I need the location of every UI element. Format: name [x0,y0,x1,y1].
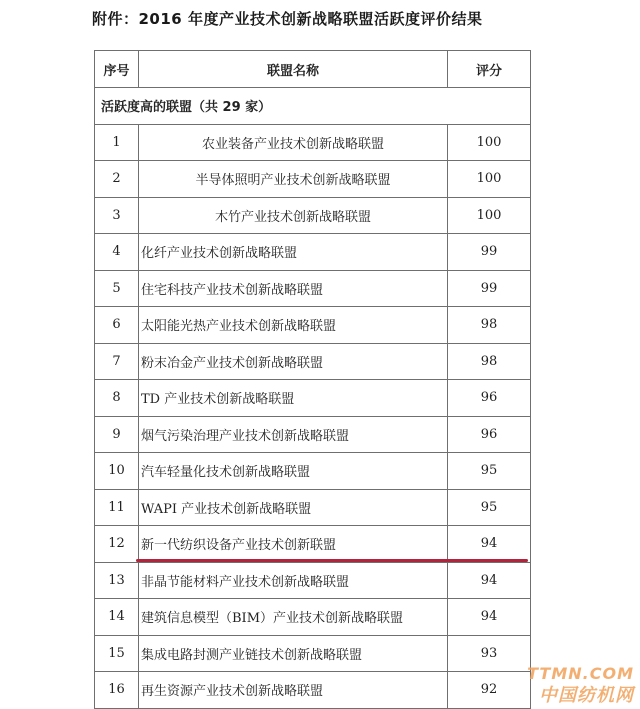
row-index: 5 [95,270,139,307]
section-label: 活跃度高的联盟（共 29 家） [95,88,531,125]
row-index: 7 [95,343,139,380]
highlight-underline [136,559,528,562]
row-name: 半导体照明产业技术创新战略联盟 [139,161,448,198]
row-name: 非晶节能材料产业技术创新战略联盟 [139,562,448,599]
row-name: 住宅科技产业技术创新战略联盟 [139,270,448,307]
row-name: 太阳能光热产业技术创新战略联盟 [139,307,448,344]
row-index: 6 [95,307,139,344]
site-watermark [527,664,634,707]
row-score: 94 [448,562,531,599]
row-index: 10 [95,453,139,490]
row-score: 100 [448,197,531,234]
row-score: 100 [448,124,531,161]
table-row [95,234,531,271]
row-name: 再生资源产业技术创新战略联盟 [139,672,448,709]
row-name: 烟气污染治理产业技术创新战略联盟 [139,416,448,453]
row-name: 木竹产业技术创新战略联盟 [139,197,448,234]
row-index: 3 [95,197,139,234]
row-score: 100 [448,161,531,198]
row-index: 9 [95,416,139,453]
table-row [95,562,531,599]
table-row [95,343,531,380]
page-title: 附件：2016 年度产业技术创新战略联盟活跃度评价结果 [92,10,483,28]
row-score: 94 [448,599,531,636]
row-score: 92 [448,672,531,709]
row-index: 16 [95,672,139,709]
row-score: 96 [448,416,531,453]
row-name: 集成电路封测产业链技术创新战略联盟 [139,635,448,672]
row-score: 95 [448,453,531,490]
section-row [95,88,531,125]
header-name: 联盟名称 [139,51,448,88]
table-row [95,599,531,636]
row-name: WAPI 产业技术创新战略联盟 [139,489,448,526]
table-row [95,489,531,526]
row-index: 14 [95,599,139,636]
table-row [95,416,531,453]
row-index: 11 [95,489,139,526]
row-index: 2 [95,161,139,198]
row-score: 99 [448,270,531,307]
table-row [95,380,531,417]
row-name: 新一代纺织设备产业技术创新联盟 [139,526,448,563]
row-index: 4 [95,234,139,271]
row-score: 95 [448,489,531,526]
table-row [95,161,531,198]
row-index: 1 [95,124,139,161]
table-row [95,672,531,709]
row-name: 汽车轻量化技术创新战略联盟 [139,453,448,490]
table-row [95,124,531,161]
table-row [95,453,531,490]
results-table [94,50,531,709]
row-name: 粉末冶金产业技术创新战略联盟 [139,343,448,380]
table-row [95,197,531,234]
row-score: 96 [448,380,531,417]
header-index: 序号 [95,51,139,88]
row-score: 93 [448,635,531,672]
row-score: 98 [448,343,531,380]
row-score: 94 [448,526,531,563]
watermark-sitename: 中国纺机网 [539,685,634,706]
table-row [95,307,531,344]
table-header-row [95,51,531,88]
row-name: 化纤产业技术创新战略联盟 [139,234,448,271]
row-name: 农业装备产业技术创新战略联盟 [139,124,448,161]
row-index: 13 [95,562,139,599]
table-row [95,270,531,307]
row-name: TD 产业技术创新战略联盟 [139,380,448,417]
header-score: 评分 [448,51,531,88]
watermark-domain: TTMN.COM [527,664,634,683]
row-index: 8 [95,380,139,417]
row-score: 99 [448,234,531,271]
table-row [95,526,531,563]
row-index: 12 [95,526,139,563]
row-index: 15 [95,635,139,672]
table-row [95,635,531,672]
row-name: 建筑信息模型（BIM）产业技术创新战略联盟 [139,599,448,636]
row-score: 98 [448,307,531,344]
